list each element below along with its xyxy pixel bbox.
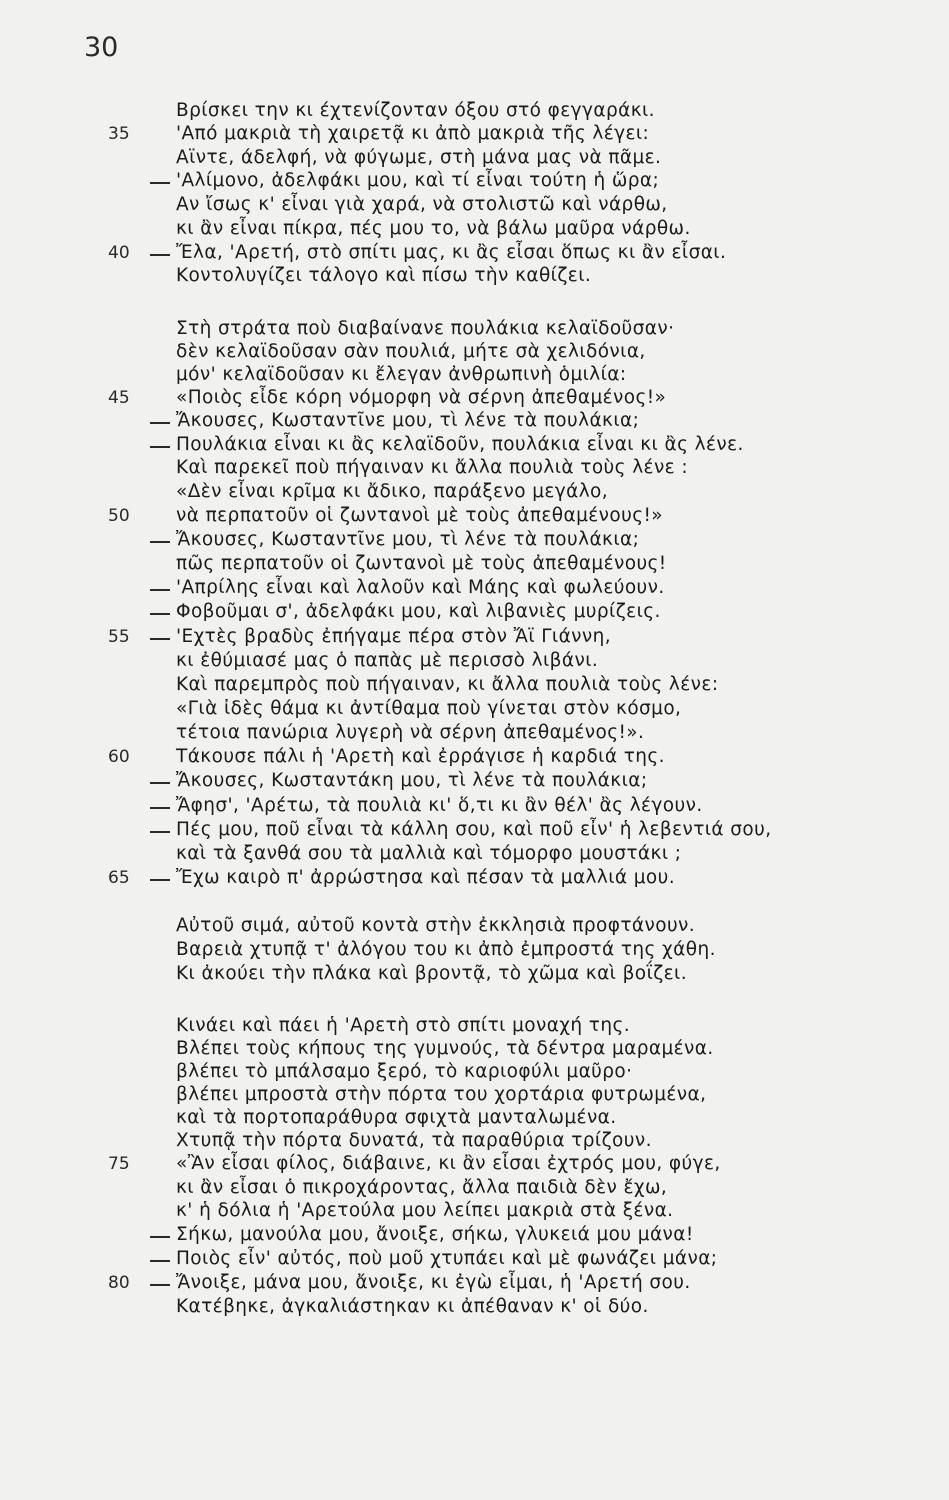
poem-line: Ἄκουσες, Κωσταντῖνε μου, τὶ λένε τὰ πουλάκια; <box>176 410 640 431</box>
poem-line: «Ποιὸς εἶδε κόρη νόμορφη νὰ σέρνη ἀπεθαμένος!» <box>176 387 667 408</box>
poem-line: Καὶ παρεκεῖ ποὺ πήγαιναν κι ἄλλα πουλιὰ τοὺς λένε : <box>176 457 688 478</box>
poem-line: βλέπει μπροστὰ στὴν πόρτα του χορτάρια φυτρωμένα, <box>176 1084 707 1105</box>
poem-line: Πουλάκια εἶναι κι ἂς κελαϊδοῦν, πουλάκια εἶναι κι ἂς λένε. <box>176 434 744 455</box>
dialogue-dash <box>150 541 170 543</box>
poem-line: Κι ἀκούει τὴν πλάκα καὶ βροντᾷ, τὸ χῶμα καὶ βοΐζει. <box>176 963 687 984</box>
poem-line: Βλέπει τοὺς κήπους της γυμνούς, τὰ δέντρα μαραμένα. <box>176 1038 714 1059</box>
dialogue-dash <box>150 613 170 615</box>
poem-line: κι ἂν εἶναι πίκρα, πές μου το, νὰ βάλω μαῦρα νάρθω. <box>176 218 691 239</box>
poem-line: Αϊντε, άδελφή, νὰ φύγωμε, στὴ μάνα μας νὰ πᾶμε. <box>176 147 662 168</box>
poem-line: Ἔχω καιρὸ π' ἀρρώστησα καὶ πέσαν τὰ μαλλιά μου. <box>176 867 676 888</box>
dialogue-dash <box>150 879 170 881</box>
line-number: 45 <box>108 388 130 408</box>
poem-line: νὰ περπατοῦν οἱ ζωντανοὶ μὲ τοὺς ἀπεθαμένους!» <box>176 505 663 526</box>
dialogue-dash <box>150 422 170 424</box>
poem-line: μόν' κελαϊδοῦσαν κι ἔλεγαν ἀνθρωπινὴ ὁμιλία: <box>176 364 627 385</box>
poem-line: Κινάει καὶ πάει ἡ 'Αρετὴ στὸ σπίτι μοναχή της. <box>176 1015 630 1036</box>
dialogue-dash <box>150 446 170 448</box>
poem-line: Βρίσκει την κι έχτενίζονταν όξου στό φεγγαράκι. <box>176 100 655 121</box>
dialogue-dash <box>150 807 170 809</box>
dialogue-dash <box>150 254 170 256</box>
poem-line: Πές μου, ποῦ εἶναι τὰ κάλλη σου, καὶ ποῦ εἶν' ἡ λεβεντιά σου, <box>176 819 772 840</box>
line-number: 80 <box>108 1273 130 1293</box>
line-number: 35 <box>108 124 130 144</box>
poem-line: Χτυπᾷ τὴν πόρτα δυνατά, τὰ παραθύρια τρίζουν. <box>176 1130 652 1151</box>
poem-line: Τάκουσε πάλι ἡ 'Αρετὴ καὶ ἐρράγισε ἡ καρδιά της. <box>176 746 665 767</box>
poem-line: καὶ τὰ πορτοπαράθυρα σφιχτὰ μανταλωμένα. <box>176 1107 617 1128</box>
poem-line: δὲν κελαϊδοῦσαν σὰν πουλιά, μήτε σὰ χελιδόνια, <box>176 341 646 362</box>
line-number: 60 <box>108 747 130 767</box>
line-number: 65 <box>108 868 130 888</box>
poem-line: βλέπει τὸ μπάλσαμο ξερό, τὸ καριοφύλι μαῦρο· <box>176 1061 633 1082</box>
dialogue-dash <box>150 589 170 591</box>
poem-line: «Δὲν εἶναι κρῖμα κι ἄδικο, παράξενο μεγάλο, <box>176 481 609 502</box>
poem-line: Ἄνοιξε, μάνα μου, ἄνοιξε, κι ἐγὼ εἶμαι, ἡ 'Αρετή σου. <box>176 1272 691 1293</box>
line-number: 75 <box>108 1154 130 1174</box>
dialogue-dash <box>150 1284 170 1286</box>
poem-line: 'Απρίλης εἶναι καὶ λαλοῦν καὶ Μάης καὶ φωλεύουν. <box>176 577 665 598</box>
poem-line: Αν ἴσως κ' εἶναι γιὰ χαρά, νὰ στολιστῶ καὶ νάρθω, <box>176 194 668 215</box>
poem-line: Σήκω, μανούλα μου, ἄνοιξε, σήκω, γλυκειά μου μάνα! <box>176 1224 694 1245</box>
poem-line: Κοντολυγίζει τάλογο καὶ πίσω τὴν καθίζει. <box>176 265 592 286</box>
poem-line: κι ἂν εἶσαι ὁ πικροχάροντας, ἄλλα παιδιὰ δὲν ἔχω, <box>176 1177 668 1198</box>
poem-line: Ἄφησ', 'Αρέτω, τὰ πουλιὰ κι' ὅ,τι κι ἂν θέλ' ἂς λέγουν. <box>176 795 703 816</box>
line-number: 55 <box>108 627 130 647</box>
poem-line: Φοβοῦμαι σ', ἀδελφάκι μου, καὶ λιβανιὲς μυρίζεις. <box>176 601 661 622</box>
poem-line: Ἄκουσες, Κωσταντάκη μου, τὶ λένε τὰ πουλάκια; <box>176 770 648 791</box>
poem-line: Βαρειὰ χτυπᾷ τ' ἀλόγου του κι ἀπὸ ἐμπροστά της χάθη. <box>176 939 716 960</box>
poem-line: καὶ τὰ ξανθά σου τὰ μαλλιὰ καὶ τόμορφο μουστάκι ; <box>176 843 682 864</box>
page-number: 30 <box>84 32 119 63</box>
dialogue-dash <box>150 831 170 833</box>
poem-line: Στὴ στράτα ποὺ διαβαίνανε πουλάκια κελαϊδοῦσαν· <box>176 318 675 339</box>
line-number: 50 <box>108 506 130 526</box>
poem-line: Ἄκουσες, Κωσταντῖνε μου, τὶ λένε τὰ πουλάκια; <box>176 529 640 550</box>
poem-line: Ποιὸς εἶν' αὐτός, ποὺ μοῦ χτυπάει καὶ μὲ φωνάζει μάνα; <box>176 1248 718 1269</box>
poem-line: 'Αλίμονο, ἀδελφάκι μου, καὶ τί εἶναι τούτη ἡ ὥρα; <box>176 170 660 191</box>
dialogue-dash <box>150 182 170 184</box>
poem-line: Καὶ παρεμπρὸς ποὺ πήγαιναν, κι ἄλλα πουλιὰ τοὺς λένε: <box>176 674 719 695</box>
poem-line: 'Εχτὲς βραδὺς ἐπήγαμε πέρα στὸν Ἄϊ Γιάννη, <box>176 626 612 647</box>
poem-line: «Ἂν εἶσαι φίλος, διάβαινε, κι ἂν εἶσαι ἐχτρός μου, φύγε, <box>176 1153 721 1174</box>
poem-line: κι ἐθύμιασέ μας ὁ παπὰς μὲ περισσὸ λιβάνι. <box>176 650 599 671</box>
poem-line: τέτοια πανώρια λυγερὴ νὰ σέρνη ἀπεθαμένος!». <box>176 722 645 743</box>
poem-line: «Γιὰ ἰδὲς θάμα κι ἀντίθαμα ποὺ γίνεται στὸν κόσμο, <box>176 698 682 719</box>
poem-line: 'Από μακριὰ τὴ χαιρετᾷ κι ἀπὸ μακριὰ τῆς λέγει: <box>176 123 650 144</box>
poem-line: κ' ἡ δόλια ἡ 'Αρετούλα μου λείπει μακριὰ στὰ ξένα. <box>176 1200 674 1221</box>
dialogue-dash <box>150 1260 170 1262</box>
poem-line: Αὐτοῦ σιμά, αὐτοῦ κοντὰ στὴν ἐκκλησιὰ προφτάνουν. <box>176 915 696 936</box>
poem-line: Ἔλα, 'Αρετή, στὸ σπίτι μας, κι ἂς εἶσαι ὅπως κι ἂν εἶσαι. <box>176 242 727 263</box>
dialogue-dash <box>150 638 170 640</box>
dialogue-dash <box>150 1236 170 1238</box>
dialogue-dash <box>150 782 170 784</box>
poem-line: Κατέβηκε, ἀγκαλιάστηκαν κι ἀπέθαναν κ' οἱ δύο. <box>176 1296 649 1317</box>
poem-line: πῶς περπατοῦν οἱ ζωντανοὶ μὲ τοὺς ἀπεθαμένους! <box>176 553 667 574</box>
line-number: 40 <box>108 243 130 263</box>
